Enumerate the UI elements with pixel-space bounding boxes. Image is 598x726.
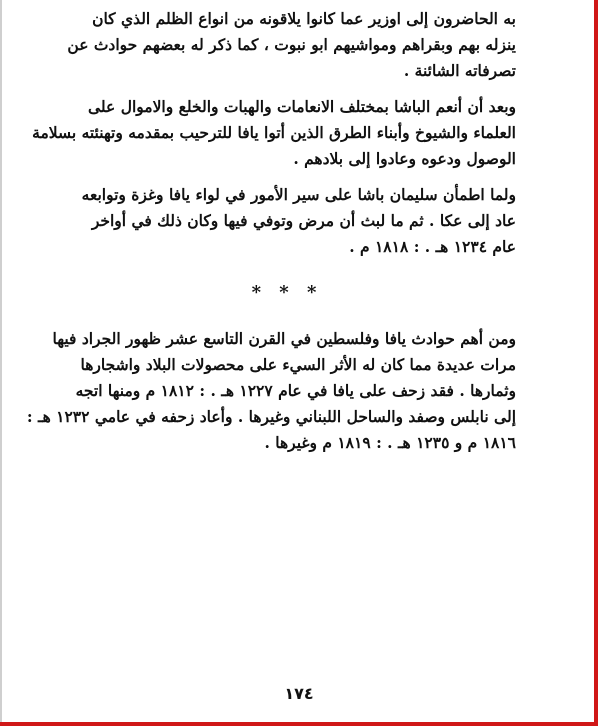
text-line: به الحاضرون إلى اوزير عما كانوا يلاقونه من انواع الظلم الذي كان [92,9,516,28]
section-separator: * * * [251,282,323,303]
text-line: وثمارها . فقد زحف على يافا في عام ١٢٢٧ هـ . : ١٨١٢ م ومنها اتجه [75,381,516,400]
paragraph-suleiman-pasha [58,182,516,260]
text-line: عاد إلى عكا . ثم ما لبث أن مرض وتوفي فيها وكان ذلك في أواخر [91,211,516,230]
text-line: ينزله بهم وبقراهم ومواشيهم ابو نبوت ، كما ذكر له بعضهم حوادث عن [67,35,516,54]
window-right-border [594,0,598,726]
window-left-edge [0,0,2,726]
page-body [26,6,516,456]
paragraph-locusts [26,326,516,456]
paragraph-complaints [58,6,516,84]
text-line: عام ١٢٣٤ هـ . : ١٨١٨ م . [349,237,516,256]
text-line: وبعد أن أنعم الباشا بمختلف الانعامات والهبات والخلع والاموال على [88,97,516,116]
window-bottom-border [0,722,598,726]
text-line: ومن أهم حوادث يافا وفلسطين في القرن التاسع عشر ظهور الجراد فيها [52,329,516,348]
paragraph-pasha-gifts [32,94,516,172]
text-line: العلماء والشيوخ وأبناء الطرق الذين أتوا يافا للترحيب بمقدمه وتهنئته بسلامة [32,123,516,142]
text-line: مرات عديدة مما كان له الأثر السيء على محصولات البلاد واشجارها [80,355,516,374]
text-line: تصرفاته الشائنة . [403,61,516,80]
text-line: ولما اطمأن سليمان باشا على سير الأمور في لواء يافا وغزة وتوابعه [81,185,516,204]
text-line: إلى نابلس وصفد والساحل اللبناني وغيرها . وأعاد زحفه في عامي ١٢٣٢ هـ : [26,407,516,426]
text-line: ١٨١٦ م و ١٢٣٥ هـ . : ١٨١٩ م وغيرها . [264,433,516,452]
page-number: ١٧٤ [284,684,314,703]
text-line: الوصول ودعوه وعادوا إلى بلادهم . [293,149,516,168]
